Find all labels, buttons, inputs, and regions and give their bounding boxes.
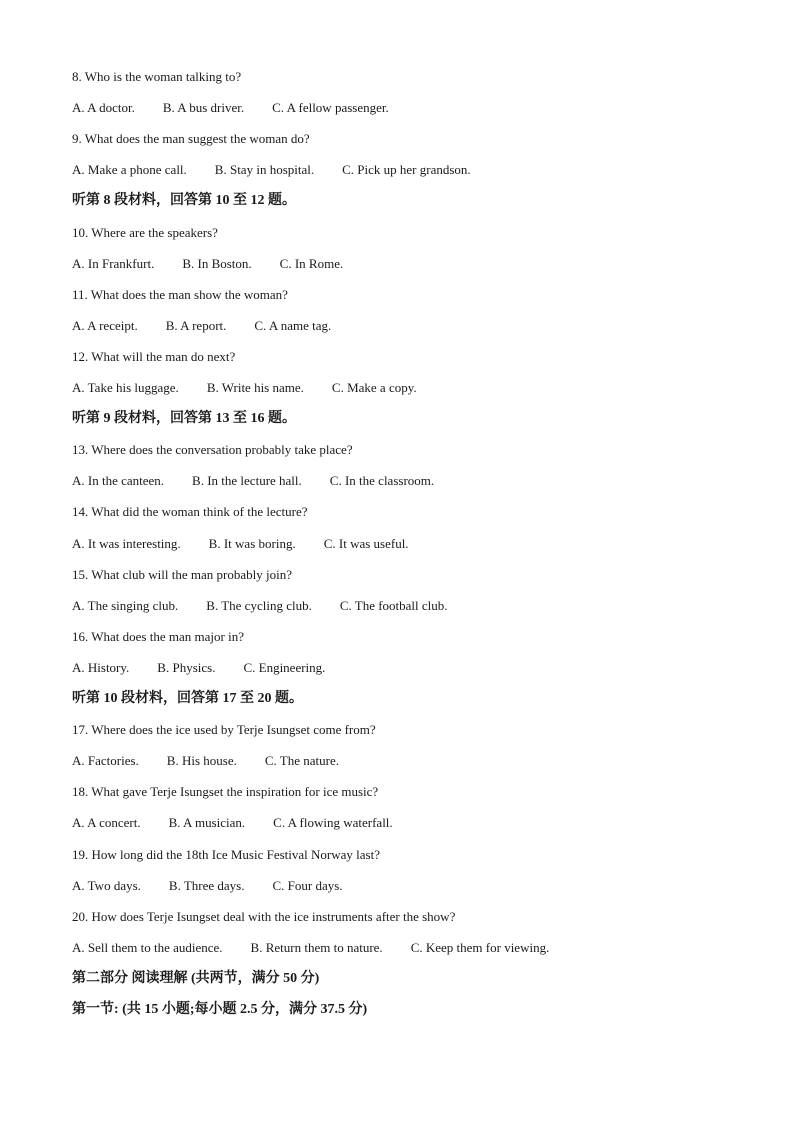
answer-option: B. A report. xyxy=(165,317,227,333)
answer-option: A. In Frankfurt. xyxy=(72,255,155,271)
answer-option: C. Engineering. xyxy=(243,659,326,675)
answer-option: B. In Boston. xyxy=(182,255,252,271)
question-text: 17. Where does the ice used by Terje Isungset come from? xyxy=(72,722,376,738)
answer-option: A. Two days. xyxy=(72,877,141,893)
answer-option: B. Stay in hospital. xyxy=(214,162,315,178)
answer-options xyxy=(72,878,343,894)
question-text: 13. Where does the conversation probably take place? xyxy=(72,442,353,458)
answer-options xyxy=(72,815,393,831)
answer-option: B. Three days. xyxy=(168,877,245,893)
question-text: 11. What does the man show the woman? xyxy=(72,286,288,302)
question-text: 19. How long did the 18th Ice Music Festival Norway last? xyxy=(72,846,380,862)
answer-options xyxy=(72,473,434,489)
answer-option: A. In the canteen. xyxy=(72,473,165,489)
answer-options xyxy=(72,598,448,614)
answer-option: C. Keep them for viewing. xyxy=(410,939,550,955)
answer-option: A. Take his luggage. xyxy=(72,380,179,395)
question-text: 14. What did the woman think of the lecture? xyxy=(72,504,308,520)
question-text: 15. What club will the man probably join? xyxy=(72,566,292,582)
question-text: 16. What does the man major in? xyxy=(72,628,244,644)
answer-option: C. A name tag. xyxy=(254,317,332,333)
question-text: 20. How does Terje Isungset deal with the ice instruments after the show? xyxy=(72,908,456,924)
answer-option: B. A bus driver. xyxy=(162,100,245,116)
section-heading: 听第 8 段材料，回答第 10 至 12 题。 xyxy=(72,193,296,209)
answer-option: A. Make a phone call. xyxy=(72,162,187,178)
answer-options xyxy=(72,256,343,272)
answer-option: B. Write his name. xyxy=(206,380,304,395)
answer-option: A. A doctor. xyxy=(72,100,135,116)
answer-options xyxy=(72,660,325,676)
question-text: 8. Who is the woman talking to? xyxy=(72,69,242,84)
answer-option: C. Make a copy. xyxy=(331,380,417,395)
answer-option: C. Four days. xyxy=(272,877,343,893)
answer-option: B. A musician. xyxy=(168,815,246,831)
answer-option: C. A flowing waterfall. xyxy=(273,815,393,831)
answer-option: A. A receipt. xyxy=(72,317,138,333)
answer-options xyxy=(72,940,549,956)
answer-option: B. Return them to nature. xyxy=(250,939,383,955)
answer-option: C. Pick up her grandson. xyxy=(342,162,471,178)
question-text: 18. What gave Terje Isungset the inspiration for ice music? xyxy=(72,784,379,800)
answer-options xyxy=(72,100,389,116)
question-text: 12. What will the man do next? xyxy=(72,348,236,364)
answer-option: C. The nature. xyxy=(264,753,339,769)
answer-option: B. It was boring. xyxy=(208,535,296,551)
answer-option: C. It was useful. xyxy=(323,535,409,551)
answer-option: C. In Rome. xyxy=(279,255,344,271)
question-text: 9. What does the man suggest the woman do? xyxy=(72,131,310,147)
answer-option: C. In the classroom. xyxy=(329,473,435,489)
answer-option: A. It was interesting. xyxy=(72,535,181,551)
question-text: 10. Where are the speakers? xyxy=(72,224,218,240)
answer-option: A. Factories. xyxy=(72,753,139,769)
answer-options xyxy=(72,380,417,396)
answer-option: A. History. xyxy=(72,659,130,675)
answer-option: A. Sell them to the audience. xyxy=(72,939,223,955)
answer-options xyxy=(72,318,331,334)
answer-option: B. Physics. xyxy=(157,659,216,675)
answer-options xyxy=(72,536,409,552)
section-heading: 听第 10 段材料，回答第 17 至 20 题。 xyxy=(72,691,303,706)
answer-options xyxy=(72,753,339,769)
section-heading: 第二部分 阅读理解 (共两节，满分 50 分) xyxy=(72,970,320,986)
answer-option: B. The cycling club. xyxy=(206,597,312,613)
answer-option: B. His house. xyxy=(166,753,237,769)
section-heading: 第一节: (共 15 小题;每小题 2.5 分，满分 37.5 分) xyxy=(72,1002,368,1017)
answer-option: B. In the lecture hall. xyxy=(192,473,302,489)
answer-option: C. A fellow passenger. xyxy=(272,100,389,116)
answer-option: C. The football club. xyxy=(339,597,448,613)
answer-option: A. The singing club. xyxy=(72,597,179,613)
section-heading: 听第 9 段材料，回答第 13 至 16 题。 xyxy=(72,411,296,427)
answer-options xyxy=(72,162,471,178)
answer-option: A. A concert. xyxy=(72,815,141,831)
